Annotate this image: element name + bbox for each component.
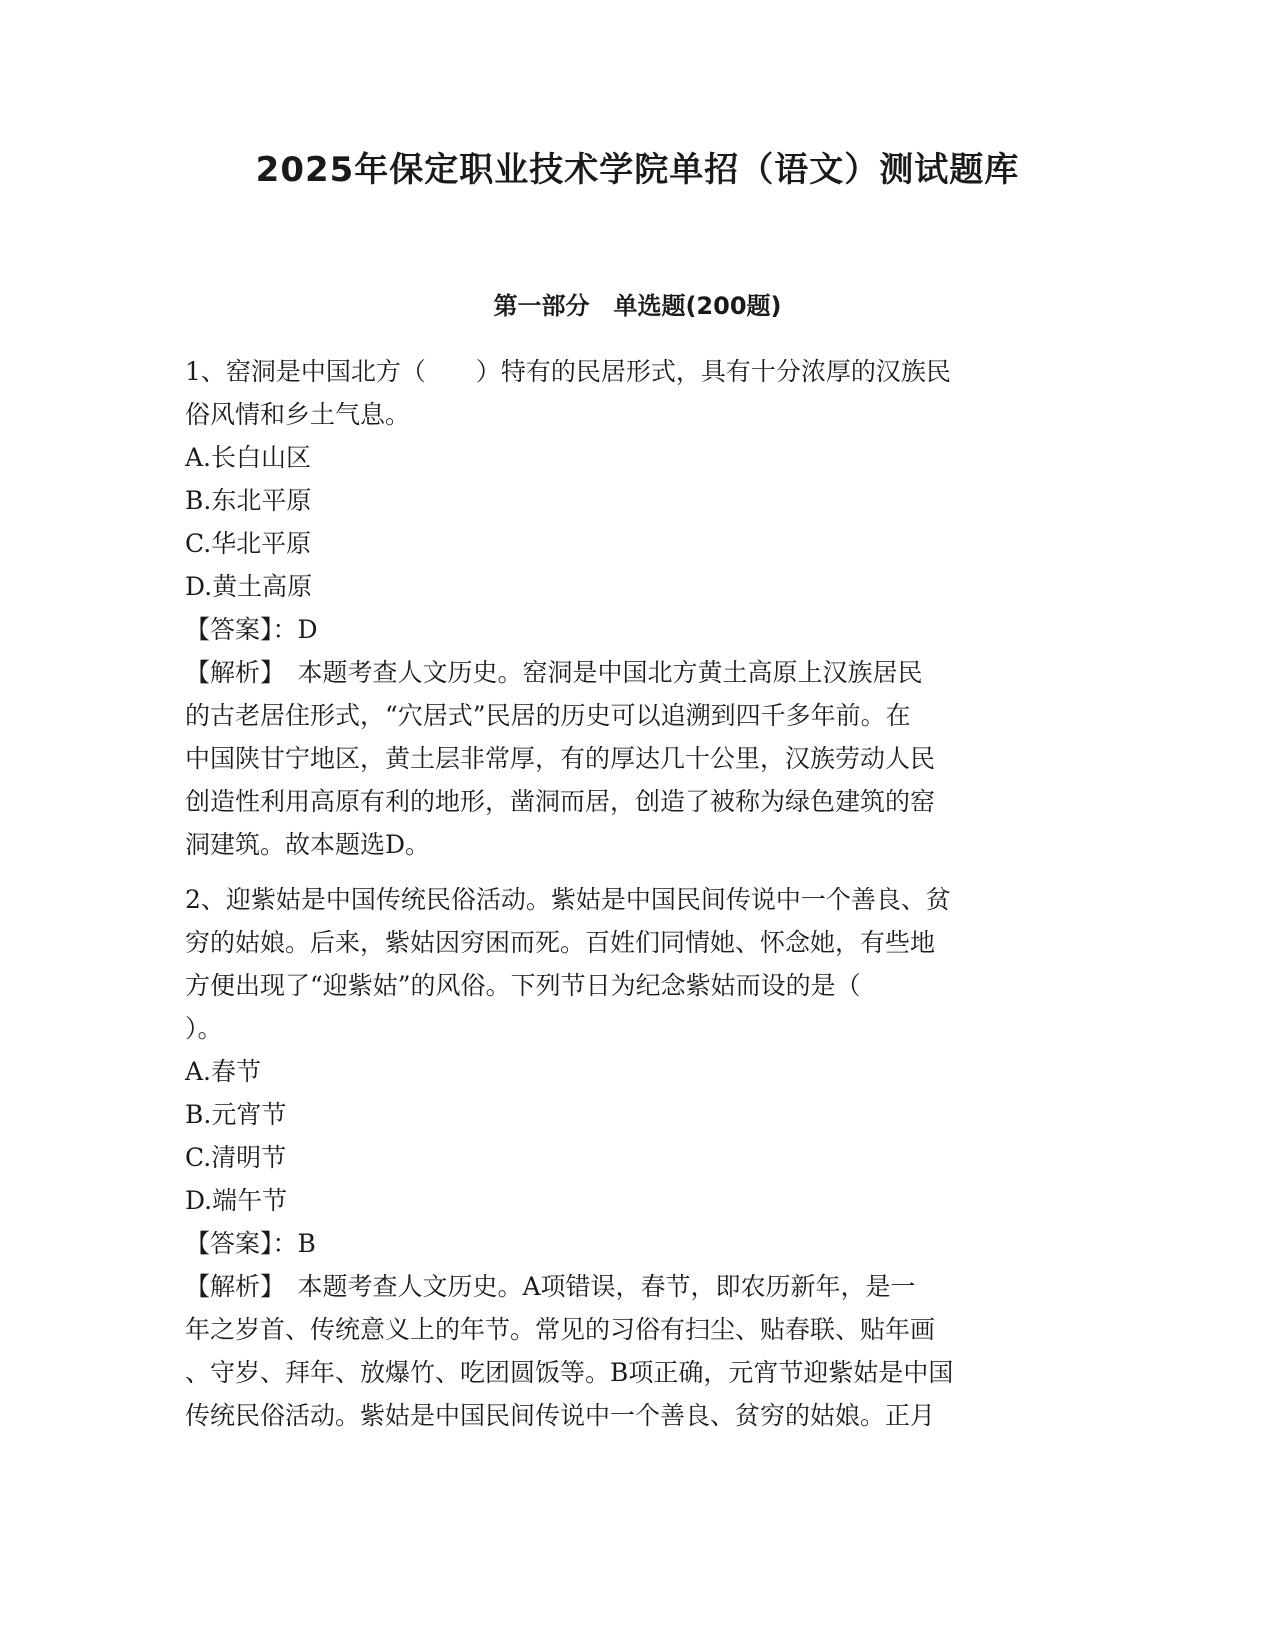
question-stem-line: 2、迎紫姑是中国传统民俗活动。紫姑是中国民间传说中一个善良、贫 bbox=[185, 885, 951, 914]
analysis-line: 中国陕甘宁地区，黄土层非常厚，有的厚达几十公里，汉族劳动人民 bbox=[185, 744, 936, 773]
option-a: A.春节 bbox=[185, 1057, 262, 1086]
document-body bbox=[185, 350, 1085, 1437]
option-a: A.长白山区 bbox=[185, 443, 312, 472]
section-heading: 第一部分 单选题(200题) bbox=[493, 292, 782, 320]
document-title: 2025年保定职业技术学院单招（语文）测试题库 bbox=[255, 150, 1020, 190]
analysis-line: 创造性利用高原有利的地形，凿洞而居，创造了被称为绿色建筑的窑 bbox=[185, 787, 936, 816]
question-stem-line: ）。 bbox=[185, 1014, 223, 1043]
question-stem-line: 方便出现了“迎紫姑”的风俗。下列节日为纪念紫姑而设的是（ bbox=[185, 971, 861, 1000]
answer-line: 【答案】：B bbox=[185, 1229, 316, 1258]
option-d: D.端午节 bbox=[185, 1186, 288, 1215]
option-d: D.黄土高原 bbox=[185, 572, 313, 601]
question-block bbox=[185, 878, 1085, 1437]
option-b: B.东北平原 bbox=[185, 486, 312, 515]
question-spacer bbox=[185, 866, 1085, 878]
option-b: B.元宵节 bbox=[185, 1100, 287, 1129]
analysis-line: 年之岁首、传统意义上的年节。常见的习俗有扫尘、贴春联、贴年画 bbox=[185, 1315, 936, 1344]
option-c: C.清明节 bbox=[185, 1143, 287, 1172]
answer-line: 【答案】：D bbox=[185, 615, 318, 644]
analysis-line: 传统民俗活动。紫姑是中国民间传说中一个善良、贫穷的姑娘。正月 bbox=[185, 1401, 936, 1430]
question-stem-line: 俗风情和乡土气息。 bbox=[185, 400, 411, 429]
analysis-line: 【解析】 本题考查人文历史。窑洞是中国北方黄土高原上汉族居民 bbox=[185, 658, 923, 687]
analysis-line: 的古老居住形式，“穴居式”民居的历史可以追溯到四千多年前。在 bbox=[185, 701, 911, 730]
analysis-line: 【解析】 本题考查人文历史。A项错误，春节，即农历新年，是一 bbox=[185, 1272, 916, 1301]
question-stem-line: 穷的姑娘。后来，紫姑因穷困而死。百姓们同情她、怀念她，有些地 bbox=[185, 928, 936, 957]
question-block bbox=[185, 350, 1085, 866]
analysis-line: 洞建筑。故本题选D。 bbox=[185, 830, 431, 859]
option-c: C.华北平原 bbox=[185, 529, 312, 558]
analysis-line: 、守岁、拜年、放爆竹、吃团圆饭等。B项正确，元宵节迎紫姑是中国 bbox=[185, 1358, 954, 1387]
question-stem-line: 1、窑洞是中国北方（ ）特有的民居形式，具有十分浓厚的汉族民 bbox=[185, 357, 951, 386]
